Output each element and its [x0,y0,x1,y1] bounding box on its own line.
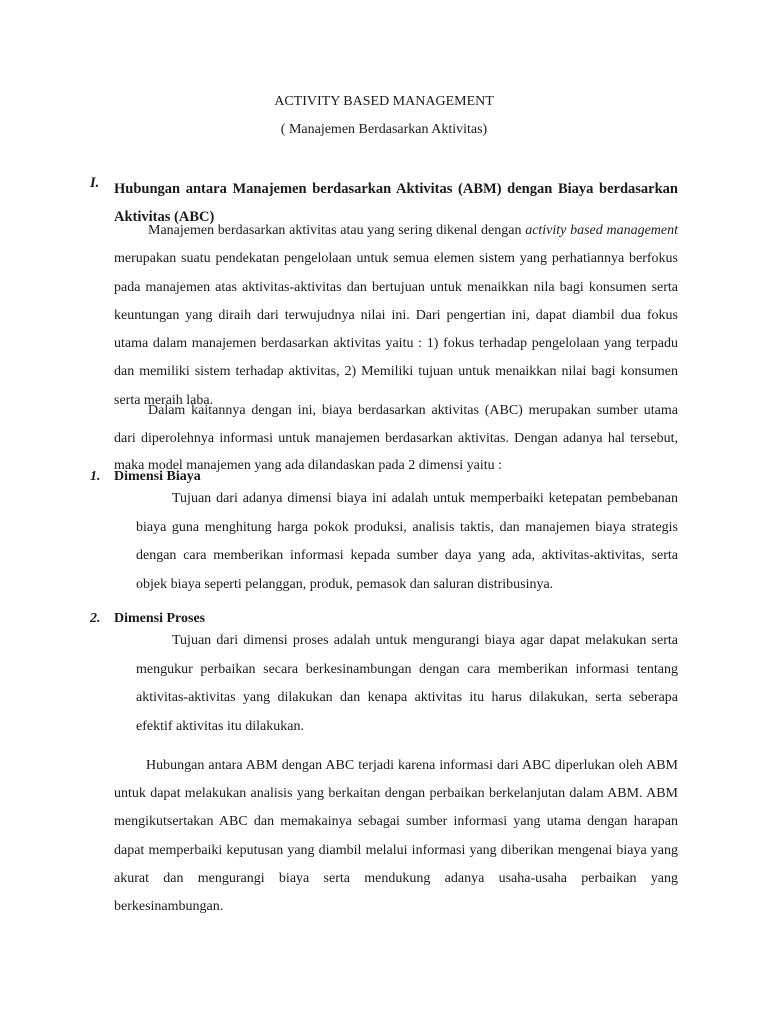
section-heading: Hubungan antara Manajemen berdasarkan Aktivitas (ABM) dengan Biaya berdasarkan Aktivitas (ABC) [114,181,678,225]
paragraph-abm-definition-emphasis: activity based management [525,223,679,238]
list-item-number: 2. [90,611,101,626]
paragraph-abm-abc-relationship-text: Hubungan antara ABM dengan ABC terjadi karena informasi dari ABC diperlukan oleh ABM untuk dapat melakukan analisis yang berkaitan dengan perbaikan berkelanjutan dalam ABM. ABM mengikutsertakan ABC dan memakainya sebagai sumber informasi yang utama dengan harapan dapat memperbaiki keputusan yang diambil melalui informasi yang diberikan mengenai biaya yang akurat dan mengurangi biaya serta mendukung adanya usaha-usaha perbaikan yang berkesinambungan. [114,758,678,915]
list-item-text-content: Tujuan dari dimensi proses adalah untuk mengurangi biaya agar dapat melakukan serta mengukur perbaikan secara berkesinambungan dengan cara memberikan informasi tentang aktivitas-aktivitas yang dilakukan dan kenapa aktivitas itu harus dilakukan, serta seberapa efektif aktivitas itu dilakukan. [136,633,678,734]
paragraph-abm-definition-part1: Manajemen berdasarkan aktivitas atau yang sering dikenal dengan [148,223,526,238]
section-number: I. [90,175,100,191]
list-item-text-dimensi-biaya [136,485,678,599]
list-item-number: 1. [90,469,101,484]
document-title: ACTIVITY BASED MANAGEMENT [274,94,494,109]
paragraph-abm-definition-part2: merupakan suatu pendekatan pengelolaan untuk semua elemen sistem yang perhatiannya berfokus pada manajemen atas aktivitas-aktivitas dan bertujuan untuk menaikkan nila bagi konsumen serta keuntungan yang diraih dari terwujudnya nilai ini. Dari pengertian ini, dapat diambil dua fokus utama dalam manajemen berdasarkan aktivitas yaitu : 1) fokus terhadap pengelolaan yang terpadu dan memiliki sistem terhadap aktivitas, 2) Memiliki tujuan untuk menaikkan nilai bagi konsumen serta meraih laba. [114,251,678,408]
paragraph-abm-abc-relationship [114,752,678,921]
list-item-title-dimensi-proses: Dimensi Proses [114,611,206,626]
document-subtitle: ( Manajemen Berdasarkan Aktivitas) [280,122,488,137]
list-item-text-content: Tujuan dari adanya dimensi biaya ini adalah untuk memperbaiki ketepatan pembebanan biaya guna menghitung harga pokok produksi, analisis taktis, dan manajemen biaya strategis dengan cara memberikan informasi kepada sumber daya yang ada, aktivitas-aktivitas, serta objek biaya seperti pelanggan, produk, pemasok dan saluran distribusinya. [136,491,678,592]
list-item-title-dimensi-biaya: Dimensi Biaya [114,469,201,484]
paragraph-abc-relation [114,397,678,480]
list-item-text-dimensi-proses [136,627,678,741]
paragraph-abc-relation-text: Dalam kaitannya dengan ini, biaya berdasarkan aktivitas (ABC) merupakan sumber utama dari diperolehnya informasi untuk manajemen berdasarkan aktivitas. Dengan adanya hal tersebut, maka model manajemen yang ada dilandaskan pada 2 dimensi yaitu : [114,403,678,473]
paragraph-abm-definition [114,217,678,415]
